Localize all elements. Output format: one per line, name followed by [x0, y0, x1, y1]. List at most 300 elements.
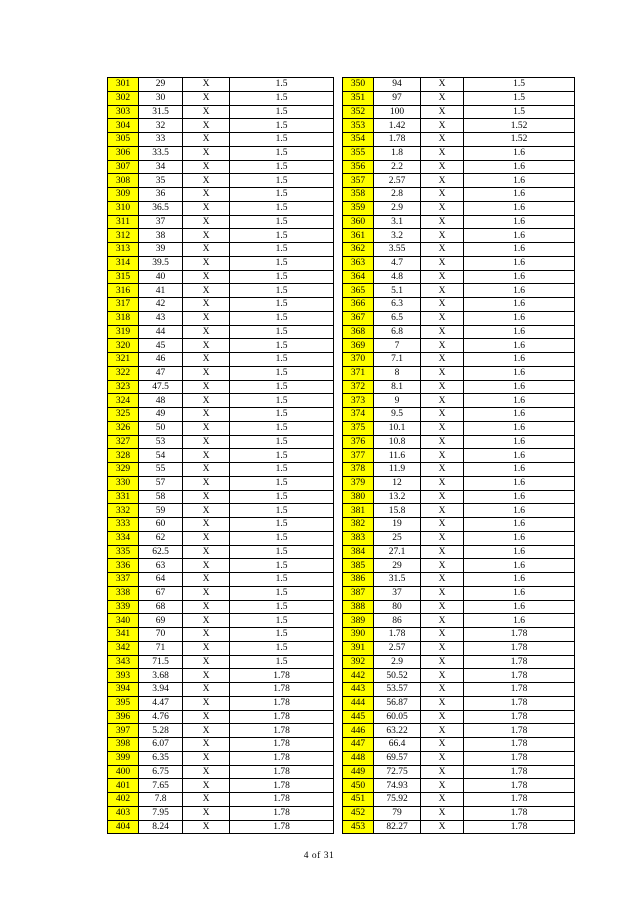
separator-cell: X [183, 738, 230, 752]
table-row [108, 270, 334, 284]
cross-section-cell: 1.5 [230, 449, 334, 463]
separator-cell: X [421, 380, 464, 394]
separator-cell: X [183, 628, 230, 642]
cross-section-cell: 1.78 [230, 696, 334, 710]
row-number-cell: 319 [108, 325, 139, 339]
row-number-cell: 362 [343, 243, 374, 257]
row-number-cell: 334 [108, 531, 139, 545]
table-row [343, 738, 575, 752]
inner-diameter-cell: 33 [139, 133, 183, 147]
separator-cell: X [421, 710, 464, 724]
row-number-cell: 326 [108, 421, 139, 435]
cross-section-cell: 1.5 [230, 366, 334, 380]
cross-section-cell: 1.5 [230, 215, 334, 229]
row-number-cell: 336 [108, 559, 139, 573]
cross-section-cell: 1.5 [230, 628, 334, 642]
table-row [108, 215, 334, 229]
inner-diameter-cell: 4.76 [139, 710, 183, 724]
row-number-cell: 376 [343, 435, 374, 449]
cross-section-cell: 1.5 [230, 435, 334, 449]
row-number-cell: 351 [343, 91, 374, 105]
inner-diameter-cell: 34 [139, 160, 183, 174]
table-row [343, 408, 575, 422]
inner-diameter-cell: 2.57 [374, 174, 421, 188]
table-row [108, 133, 334, 147]
separator-cell: X [183, 751, 230, 765]
row-number-cell: 442 [343, 669, 374, 683]
row-number-cell: 360 [343, 215, 374, 229]
separator-cell: X [421, 78, 464, 92]
cross-section-cell: 1.5 [230, 298, 334, 312]
row-number-cell: 372 [343, 380, 374, 394]
inner-diameter-cell: 1.78 [374, 628, 421, 642]
separator-cell: X [183, 146, 230, 160]
row-number-cell: 301 [108, 78, 139, 92]
row-number-cell: 443 [343, 683, 374, 697]
cross-section-cell: 1.6 [464, 531, 575, 545]
separator-cell: X [183, 518, 230, 532]
separator-cell: X [183, 188, 230, 202]
separator-cell: X [183, 504, 230, 518]
row-number-cell: 389 [343, 614, 374, 628]
inner-diameter-cell: 2.9 [374, 201, 421, 215]
separator-cell: X [183, 476, 230, 490]
inner-diameter-cell: 2.8 [374, 188, 421, 202]
inner-diameter-cell: 1.42 [374, 119, 421, 133]
cross-section-cell: 1.5 [230, 476, 334, 490]
cross-section-cell: 1.78 [230, 738, 334, 752]
inner-diameter-cell: 3.55 [374, 243, 421, 257]
row-number-cell: 448 [343, 751, 374, 765]
cross-section-cell: 1.6 [464, 270, 575, 284]
table-row [108, 463, 334, 477]
cross-section-cell: 1.5 [230, 91, 334, 105]
row-number-cell: 397 [108, 724, 139, 738]
row-number-cell: 327 [108, 435, 139, 449]
cross-section-cell: 1.5 [230, 284, 334, 298]
inner-diameter-cell: 5.1 [374, 284, 421, 298]
inner-diameter-cell: 12 [374, 476, 421, 490]
cross-section-cell: 1.6 [464, 311, 575, 325]
cross-section-cell: 1.5 [230, 573, 334, 587]
cross-section-cell: 1.5 [230, 188, 334, 202]
inner-diameter-cell: 64 [139, 573, 183, 587]
separator-cell: X [183, 311, 230, 325]
cross-section-cell: 1.52 [464, 133, 575, 147]
cross-section-cell: 1.78 [464, 724, 575, 738]
separator-cell: X [183, 325, 230, 339]
separator-cell: X [183, 408, 230, 422]
cross-section-cell: 1.5 [230, 490, 334, 504]
row-number-cell: 322 [108, 366, 139, 380]
table-row [343, 765, 575, 779]
inner-diameter-cell: 38 [139, 229, 183, 243]
inner-diameter-cell: 75.92 [374, 793, 421, 807]
row-number-cell: 380 [343, 490, 374, 504]
inner-diameter-cell: 8.1 [374, 380, 421, 394]
table-row [343, 573, 575, 587]
table-row [108, 559, 334, 573]
row-number-cell: 357 [343, 174, 374, 188]
cross-section-cell: 1.5 [230, 655, 334, 669]
cross-section-cell: 1.5 [230, 119, 334, 133]
cross-section-cell: 1.78 [464, 751, 575, 765]
table-row [343, 339, 575, 353]
separator-cell: X [421, 641, 464, 655]
separator-cell: X [421, 243, 464, 257]
cross-section-cell: 1.5 [230, 353, 334, 367]
separator-cell: X [183, 793, 230, 807]
inner-diameter-cell: 39.5 [139, 256, 183, 270]
cross-section-cell: 1.78 [230, 669, 334, 683]
separator-cell: X [421, 408, 464, 422]
inner-diameter-cell: 31.5 [139, 105, 183, 119]
table-row [343, 353, 575, 367]
table-row [108, 394, 334, 408]
inner-diameter-cell: 63.22 [374, 724, 421, 738]
inner-diameter-cell: 6.75 [139, 765, 183, 779]
row-number-cell: 373 [343, 394, 374, 408]
row-number-cell: 314 [108, 256, 139, 270]
separator-cell: X [421, 146, 464, 160]
separator-cell: X [183, 215, 230, 229]
row-number-cell: 342 [108, 641, 139, 655]
cross-section-cell: 1.5 [230, 201, 334, 215]
right-size-table [342, 77, 575, 834]
separator-cell: X [183, 449, 230, 463]
separator-cell: X [421, 724, 464, 738]
cross-section-cell: 1.5 [230, 641, 334, 655]
table-row [108, 421, 334, 435]
separator-cell: X [183, 353, 230, 367]
inner-diameter-cell: 33.5 [139, 146, 183, 160]
table-row [108, 449, 334, 463]
row-number-cell: 453 [343, 820, 374, 834]
cross-section-cell: 1.5 [230, 408, 334, 422]
separator-cell: X [183, 573, 230, 587]
inner-diameter-cell: 49 [139, 408, 183, 422]
row-number-cell: 391 [343, 641, 374, 655]
row-number-cell: 377 [343, 449, 374, 463]
row-number-cell: 309 [108, 188, 139, 202]
row-number-cell: 356 [343, 160, 374, 174]
inner-diameter-cell: 27.1 [374, 545, 421, 559]
inner-diameter-cell: 54 [139, 449, 183, 463]
cross-section-cell: 1.78 [230, 710, 334, 724]
table-row [108, 545, 334, 559]
row-number-cell: 403 [108, 806, 139, 820]
row-number-cell: 401 [108, 779, 139, 793]
inner-diameter-cell: 4.47 [139, 696, 183, 710]
inner-diameter-cell: 36 [139, 188, 183, 202]
separator-cell: X [421, 105, 464, 119]
cross-section-cell: 1.5 [230, 325, 334, 339]
table-row [108, 408, 334, 422]
table-row [108, 641, 334, 655]
table-row [108, 490, 334, 504]
cross-section-cell: 1.5 [230, 380, 334, 394]
separator-cell: X [421, 655, 464, 669]
cross-section-cell: 1.78 [230, 765, 334, 779]
inner-diameter-cell: 86 [374, 614, 421, 628]
cross-section-cell: 1.6 [464, 188, 575, 202]
table-row [108, 476, 334, 490]
table-row [108, 669, 334, 683]
table-row [343, 188, 575, 202]
inner-diameter-cell: 72.75 [374, 765, 421, 779]
table-row [343, 504, 575, 518]
separator-cell: X [421, 628, 464, 642]
table-row [343, 394, 575, 408]
separator-cell: X [421, 284, 464, 298]
cross-section-cell: 1.78 [230, 820, 334, 834]
left-size-table [107, 77, 334, 834]
inner-diameter-cell: 7.95 [139, 806, 183, 820]
cross-section-cell: 1.6 [464, 215, 575, 229]
cross-section-cell: 1.6 [464, 408, 575, 422]
table-row [343, 201, 575, 215]
cross-section-cell: 1.5 [464, 91, 575, 105]
inner-diameter-cell: 53 [139, 435, 183, 449]
separator-cell: X [421, 476, 464, 490]
cross-section-cell: 1.5 [230, 243, 334, 257]
table-row [108, 710, 334, 724]
row-number-cell: 451 [343, 793, 374, 807]
cross-section-cell: 1.6 [464, 256, 575, 270]
row-number-cell: 350 [343, 78, 374, 92]
row-number-cell: 378 [343, 463, 374, 477]
inner-diameter-cell: 42 [139, 298, 183, 312]
inner-diameter-cell: 97 [374, 91, 421, 105]
table-row [343, 78, 575, 92]
row-number-cell: 325 [108, 408, 139, 422]
inner-diameter-cell: 8.24 [139, 820, 183, 834]
cross-section-cell: 1.5 [230, 531, 334, 545]
table-row [343, 476, 575, 490]
inner-diameter-cell: 37 [374, 586, 421, 600]
row-number-cell: 393 [108, 669, 139, 683]
table-row [108, 366, 334, 380]
row-number-cell: 308 [108, 174, 139, 188]
separator-cell: X [421, 545, 464, 559]
cross-section-cell: 1.6 [464, 160, 575, 174]
row-number-cell: 388 [343, 600, 374, 614]
separator-cell: X [421, 229, 464, 243]
separator-cell: X [183, 105, 230, 119]
inner-diameter-cell: 80 [374, 600, 421, 614]
inner-diameter-cell: 66.4 [374, 738, 421, 752]
inner-diameter-cell: 43 [139, 311, 183, 325]
separator-cell: X [421, 504, 464, 518]
table-row [343, 325, 575, 339]
table-row [108, 779, 334, 793]
separator-cell: X [183, 243, 230, 257]
separator-cell: X [183, 641, 230, 655]
cross-section-cell: 1.5 [230, 545, 334, 559]
table-row [343, 531, 575, 545]
separator-cell: X [183, 490, 230, 504]
inner-diameter-cell: 36.5 [139, 201, 183, 215]
separator-cell: X [183, 160, 230, 174]
inner-diameter-cell: 9 [374, 394, 421, 408]
inner-diameter-cell: 40 [139, 270, 183, 284]
separator-cell: X [183, 298, 230, 312]
inner-diameter-cell: 10.1 [374, 421, 421, 435]
row-number-cell: 335 [108, 545, 139, 559]
inner-diameter-cell: 10.8 [374, 435, 421, 449]
inner-diameter-cell: 50 [139, 421, 183, 435]
cross-section-cell: 1.6 [464, 600, 575, 614]
table-row [343, 243, 575, 257]
row-number-cell: 450 [343, 779, 374, 793]
table-row [108, 78, 334, 92]
separator-cell: X [183, 201, 230, 215]
table-row [108, 325, 334, 339]
cross-section-cell: 1.6 [464, 614, 575, 628]
separator-cell: X [421, 531, 464, 545]
table-row [108, 91, 334, 105]
inner-diameter-cell: 2.57 [374, 641, 421, 655]
separator-cell: X [183, 119, 230, 133]
row-number-cell: 395 [108, 696, 139, 710]
cross-section-cell: 1.5 [464, 78, 575, 92]
separator-cell: X [183, 78, 230, 92]
row-number-cell: 359 [343, 201, 374, 215]
cross-section-cell: 1.5 [230, 421, 334, 435]
table-row [108, 256, 334, 270]
inner-diameter-cell: 6.35 [139, 751, 183, 765]
inner-diameter-cell: 82.27 [374, 820, 421, 834]
inner-diameter-cell: 4.7 [374, 256, 421, 270]
row-number-cell: 316 [108, 284, 139, 298]
inner-diameter-cell: 35 [139, 174, 183, 188]
separator-cell: X [183, 669, 230, 683]
separator-cell: X [183, 256, 230, 270]
cross-section-cell: 1.6 [464, 229, 575, 243]
table-row [343, 600, 575, 614]
separator-cell: X [421, 600, 464, 614]
table-row [108, 146, 334, 160]
table-row [108, 119, 334, 133]
cross-section-cell: 1.6 [464, 339, 575, 353]
row-number-cell: 449 [343, 765, 374, 779]
table-row [108, 820, 334, 834]
inner-diameter-cell: 48 [139, 394, 183, 408]
row-number-cell: 365 [343, 284, 374, 298]
row-number-cell: 333 [108, 518, 139, 532]
cross-section-cell: 1.5 [230, 256, 334, 270]
inner-diameter-cell: 3.94 [139, 683, 183, 697]
cross-section-cell: 1.78 [230, 751, 334, 765]
row-number-cell: 341 [108, 628, 139, 642]
inner-diameter-cell: 47 [139, 366, 183, 380]
table-row [108, 298, 334, 312]
inner-diameter-cell: 62 [139, 531, 183, 545]
separator-cell: X [183, 435, 230, 449]
row-number-cell: 331 [108, 490, 139, 504]
table-row [108, 793, 334, 807]
inner-diameter-cell: 29 [374, 559, 421, 573]
inner-diameter-cell: 3.68 [139, 669, 183, 683]
row-number-cell: 313 [108, 243, 139, 257]
table-row [108, 160, 334, 174]
inner-diameter-cell: 63 [139, 559, 183, 573]
table-row [108, 201, 334, 215]
page-number: 4 of 31 [303, 851, 335, 861]
table-row [343, 614, 575, 628]
table-row [343, 641, 575, 655]
separator-cell: X [421, 366, 464, 380]
table-row [343, 435, 575, 449]
inner-diameter-cell: 3.2 [374, 229, 421, 243]
inner-diameter-cell: 71 [139, 641, 183, 655]
cross-section-cell: 1.6 [464, 586, 575, 600]
table-row [343, 683, 575, 697]
cross-section-cell: 1.78 [464, 683, 575, 697]
cross-section-cell: 1.6 [464, 490, 575, 504]
table-row [108, 243, 334, 257]
separator-cell: X [421, 325, 464, 339]
cross-section-cell: 1.5 [230, 339, 334, 353]
separator-cell: X [421, 614, 464, 628]
cross-section-cell: 1.5 [230, 311, 334, 325]
table-row [108, 586, 334, 600]
row-number-cell: 317 [108, 298, 139, 312]
cross-section-cell: 1.5 [230, 105, 334, 119]
table-row [108, 600, 334, 614]
separator-cell: X [421, 160, 464, 174]
row-number-cell: 364 [343, 270, 374, 284]
cross-section-cell: 1.5 [230, 600, 334, 614]
cross-section-cell: 1.78 [464, 641, 575, 655]
row-number-cell: 311 [108, 215, 139, 229]
cross-section-cell: 1.78 [464, 765, 575, 779]
cross-section-cell: 1.6 [464, 298, 575, 312]
row-number-cell: 394 [108, 683, 139, 697]
separator-cell: X [421, 119, 464, 133]
cross-section-cell: 1.78 [464, 779, 575, 793]
table-row [108, 655, 334, 669]
table-row [343, 586, 575, 600]
separator-cell: X [421, 765, 464, 779]
table-row [343, 806, 575, 820]
row-number-cell: 369 [343, 339, 374, 353]
cross-section-cell: 1.6 [464, 146, 575, 160]
row-number-cell: 387 [343, 586, 374, 600]
separator-cell: X [421, 188, 464, 202]
separator-cell: X [421, 490, 464, 504]
separator-cell: X [421, 270, 464, 284]
cross-section-cell: 1.6 [464, 380, 575, 394]
cross-section-cell: 1.78 [230, 779, 334, 793]
cross-section-cell: 1.6 [464, 421, 575, 435]
separator-cell: X [421, 806, 464, 820]
row-number-cell: 375 [343, 421, 374, 435]
cross-section-cell: 1.78 [464, 628, 575, 642]
row-number-cell: 390 [343, 628, 374, 642]
row-number-cell: 384 [343, 545, 374, 559]
cross-section-cell: 1.5 [230, 160, 334, 174]
separator-cell: X [183, 655, 230, 669]
inner-diameter-cell: 1.8 [374, 146, 421, 160]
inner-diameter-cell: 59 [139, 504, 183, 518]
table-row [343, 256, 575, 270]
table-row [343, 669, 575, 683]
separator-cell: X [421, 559, 464, 573]
row-number-cell: 307 [108, 160, 139, 174]
cross-section-cell: 1.6 [464, 325, 575, 339]
table-row [343, 449, 575, 463]
